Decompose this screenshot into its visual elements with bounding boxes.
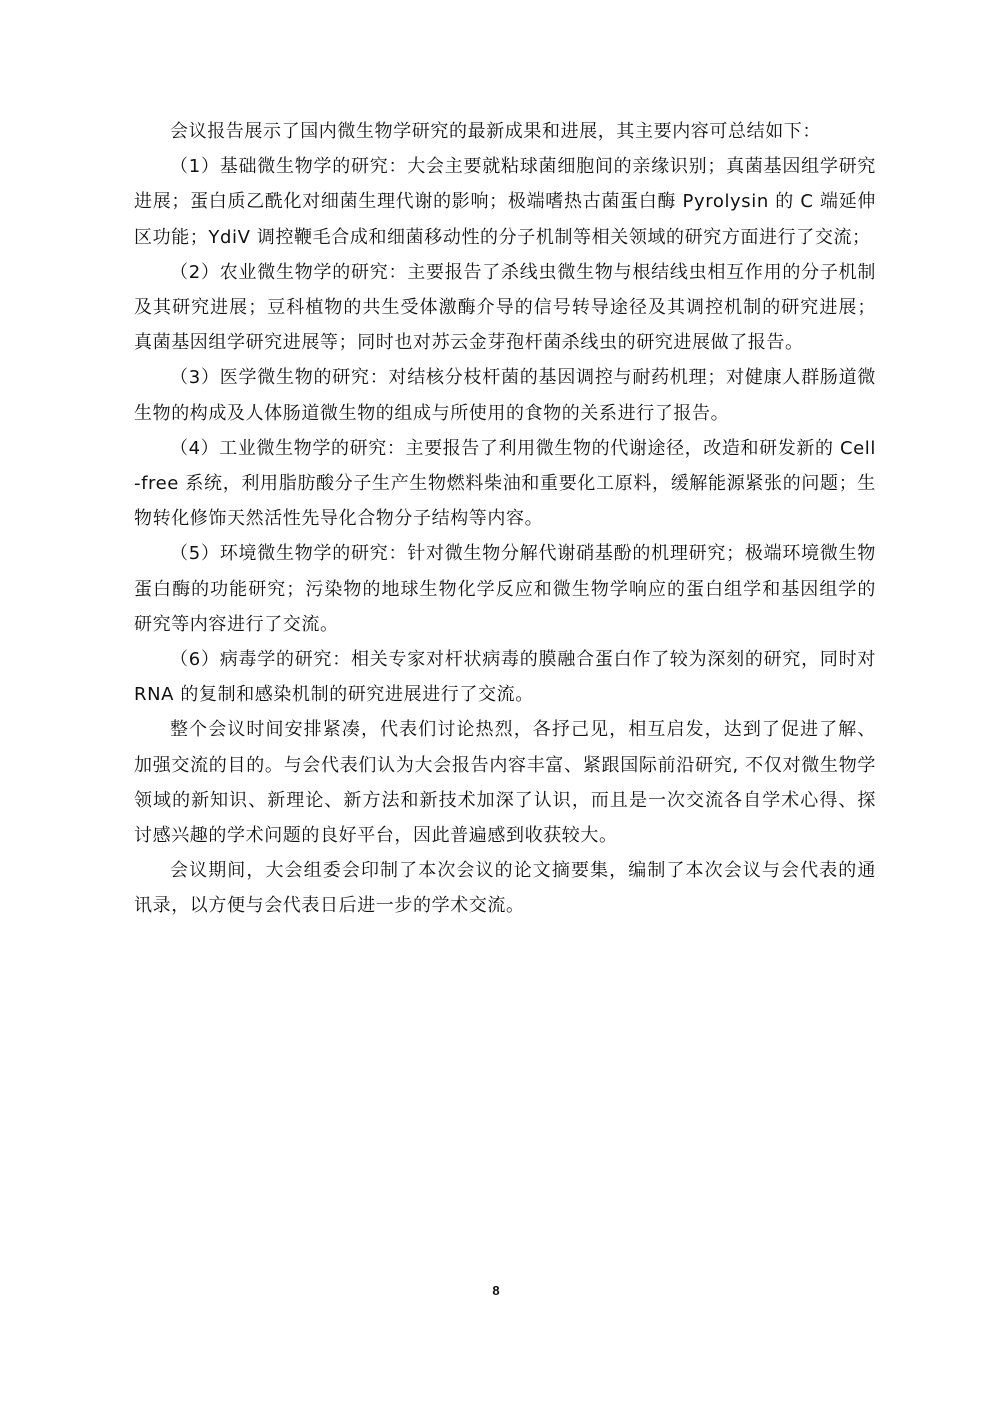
medical-microbiology-paragraph: （3）医学微生物的研究：对结核分枝杆菌的基因调控与耐药机理；对健康人群肠道微生物的构成及人体肠道微生物的组成与所使用的食物的关系进行了报告。: [134, 367, 876, 424]
closing-paragraph: 会议期间，大会组委会印制了本次会议的论文摘要集，编制了本次会议与会代表的通讯录，以方便与会代表日后进一步的学术交流。: [134, 860, 876, 917]
environmental-microbiology-paragraph: （5）环境微生物学的研究：针对微生物分解代谢硝基酚的机理研究；极端环境微生物蛋白酶的功能研究；污染物的地球生物化学反应和微生物学响应的蛋白组学和基因组学的研究等内容进行了交流。: [134, 543, 876, 635]
virology-paragraph: （6）病毒学的研究：相关专家对杆状病毒的膜融合蛋白作了较为深刻的研究，同时对 RNA 的复制和感染机制的研究进展进行了交流。: [134, 649, 876, 706]
page-number: 8: [492, 1283, 500, 1298]
agricultural-microbiology-paragraph: （2）农业微生物学的研究：主要报告了杀线虫微生物与根结线虫相互作用的分子机制及其研究进展；豆科植物的共生受体激酶介导的信号转导途径及其调控机制的研究进展；真菌基因组学研究进展等；同时也对苏云金芽孢杆菌杀线虫的研究进展做了报告。: [134, 261, 876, 354]
document-body: [134, 114, 876, 924]
basic-microbiology-paragraph: （1）基础微生物学的研究：大会主要就粘球菌细胞间的亲缘识别；真菌基因组学研究进展；蛋白质乙酰化对细菌生理代谢的影响；极端嗜热古菌蛋白酶 Pyrolysin 的 C 端延伸区功能；YdiV 调控鞭毛合成和细菌移动性的分子机制等相关领域的研究方面进行了交流；: [134, 156, 876, 248]
industrial-microbiology-paragraph: （4）工业微生物学的研究：主要报告了利用微生物的代谢途径，改造和研发新的 Cell-free 系统，利用脂肪酸分子生产生物燃料柴油和重要化工原料，缓解能源紧张的问题；生物转化修饰天然活性先导化合物分子结构等内容。: [134, 437, 876, 530]
intro-paragraph: 会议报告展示了国内微生物学研究的最新成果和进展，其主要内容可总结如下：: [170, 121, 821, 142]
conference-summary-paragraph: 整个会议时间安排紧凑，代表们讨论热烈，各抒己见，相互启发，达到了促进了解、加强交流的目的。与会代表们认为大会报告内容丰富、紧跟国际前沿研究, 不仅对微生物学领域的新知识、新理论、新方法和新技术加深了认识，而且是一次交流各自学术心得、探讨感兴趣的学术问题的良好平台，因此普遍感到收获较大。: [134, 719, 876, 847]
